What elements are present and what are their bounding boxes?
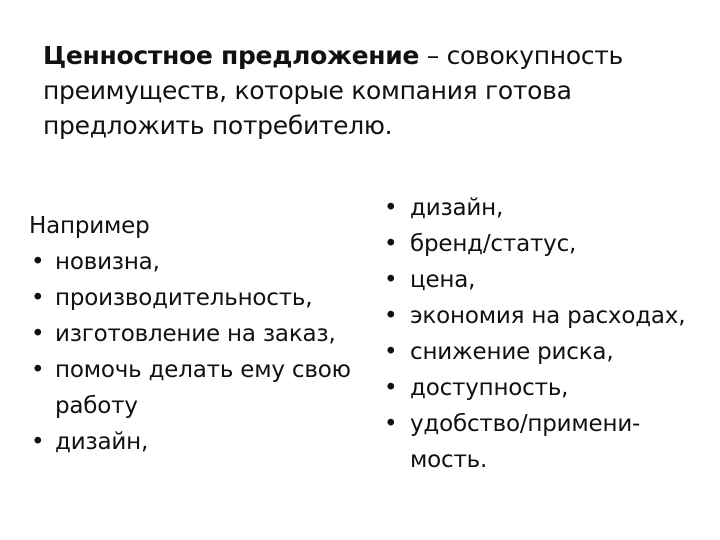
bullet-icon: • [384, 231, 398, 257]
list-item [384, 334, 714, 370]
bullet-icon: • [384, 339, 398, 365]
list-item [384, 190, 714, 226]
list-item [384, 262, 714, 298]
bullet-icon: • [31, 429, 45, 455]
list-item [29, 424, 364, 460]
definition-text: – совокупность преимуществ, которые компания готова предложить потребителю. [43, 41, 623, 140]
bullet-icon: • [384, 411, 398, 437]
definition-paragraph [43, 38, 683, 143]
list-item-text: изготовление на заказ, [55, 321, 336, 347]
list-item [29, 316, 364, 352]
list-item [384, 370, 714, 406]
right-bullet-list [384, 190, 714, 478]
list-item-text: новизна, [55, 249, 160, 275]
bullet-icon: • [31, 357, 45, 383]
list-item [29, 244, 364, 280]
bullet-icon: • [384, 267, 398, 293]
bullet-icon: • [384, 375, 398, 401]
list-item-text: производительность, [55, 285, 313, 311]
list-item-text: дизайн, [55, 429, 149, 455]
bullet-icon: • [384, 303, 398, 329]
list-item-text: помочь делать ему свою работу [55, 357, 351, 419]
right-column [384, 190, 714, 478]
list-item-text: цена, [410, 267, 476, 293]
list-item [384, 298, 714, 334]
list-item [29, 280, 364, 316]
bullet-icon: • [31, 249, 45, 275]
list-item-text: удобство/примени-мость. [410, 411, 641, 473]
bullet-icon: • [31, 285, 45, 311]
list-item-text: дизайн, [410, 195, 504, 221]
list-item [384, 406, 714, 478]
list-item [384, 226, 714, 262]
definition-term: Ценностное предложение [43, 41, 420, 70]
list-item-text: экономия на расходах, [410, 303, 686, 329]
list-item-text: снижение риска, [410, 339, 614, 365]
list-item-text: бренд/статус, [410, 231, 577, 257]
list-item [29, 352, 364, 424]
list-item-text: доступность, [410, 375, 569, 401]
bullet-icon: • [31, 321, 45, 347]
bullet-icon: • [384, 195, 398, 221]
left-column [29, 208, 364, 460]
examples-intro: Например [29, 213, 150, 239]
left-bullet-list [29, 244, 364, 460]
